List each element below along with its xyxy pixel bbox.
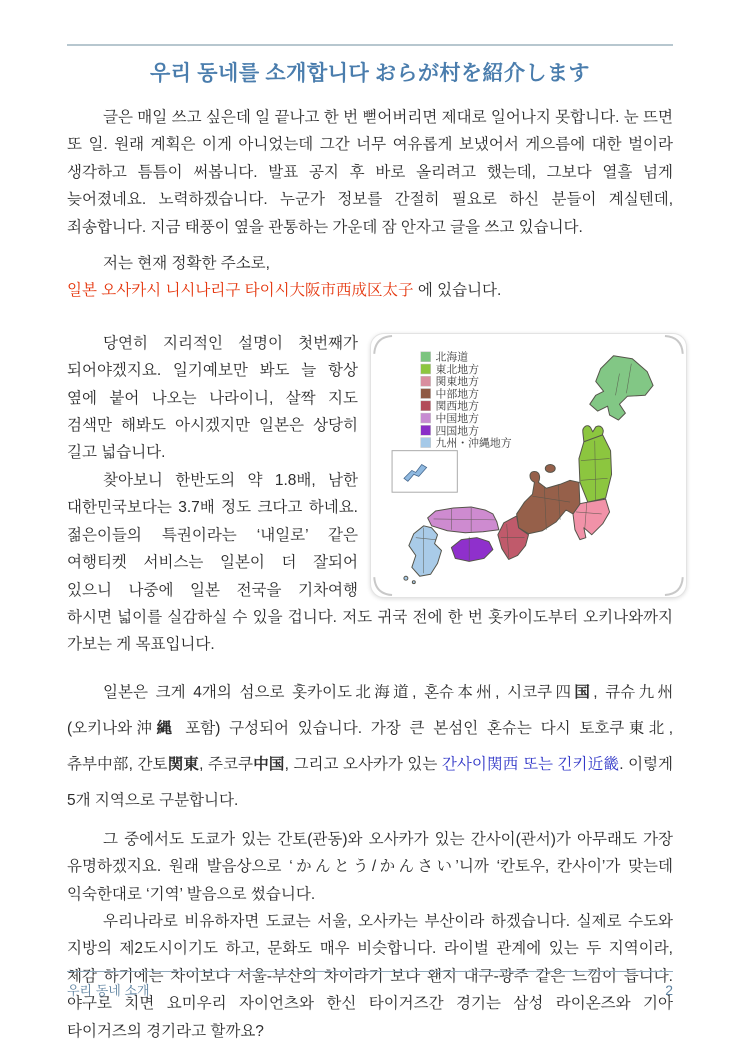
map-section	[67, 330, 673, 659]
legend-swatch	[421, 425, 431, 435]
paragraph-islands: 일본은 크게 4개의 섬으로 홋카이도北海道, 혼슈本州, 시코쿠四国, 큐슈九州(오키나와沖縄 포함) 구성되어 있습니다. 가장 큰 본섬인 혼슈는 다시 토호쿠東北, 츄부中部, 간토関東, 주코쿠中国, 그리고 오사카가 있는 간사이関西 또는 긴키近畿. 이렇게 5개 지역으로 구분합니다.	[67, 683, 673, 809]
page-content	[67, 56, 673, 1045]
legend-label: 九州・沖縄地方	[435, 437, 512, 450]
map-region-kyushu	[409, 526, 442, 576]
kansai-kinki-link[interactable]: 간사이関西 또는 긴키近畿	[441, 755, 620, 773]
map-island-small-1	[404, 576, 408, 580]
map-region-shikoku	[451, 538, 493, 562]
japan-map-svg	[371, 334, 686, 597]
map-island-small-2	[412, 581, 415, 584]
okinawa-inset-box	[392, 451, 457, 493]
paragraph-comparison: 우리나라로 비유하자면 도쿄는 서울, 오사카는 부산이라 하겠습니다. 실제로 수도와 지방의 제2도시이기도 하고, 문화도 매우 비슷합니다. 라이벌 관계에 있는 두 지역이라, 체감 하기에는 차이보다 서울-부산의 차이라기 보다 왠지 대구-광주 같은 느낌이 듭니다. 야구로 치면 요미우리 자이언츠와 한신 타이거즈간 경기는 삼성 라이온즈와 기아 타이거즈의 경기라고 할까요?	[67, 912, 673, 1040]
map-region-chubu	[517, 471, 580, 533]
legend-swatch	[421, 401, 431, 411]
address-line: 저는 현재 정확한 주소로, 일본 오사카시 니시나리구 타이시大阪市西成区太子 에 있습니다.	[67, 255, 502, 300]
page-title: 우리 동네를 소개합니다 おらが村を紹介します	[149, 61, 591, 85]
paragraph-size: 찾아보니 한반도의 약 1.8배, 남한 대한민국보다는 3.7배 정도 크다고 하네요. 젊은이들의 특권이라는 ‘내일로’ 같은 여행티켓 서비스는 일본이 더 잘되어 있으니 나중에 일본 전국을 기차여행 하시면 넓이를 실감하실 수 있을 겁니다. 저도 귀국 전에 한 번 홋카이도부터 오키나와까지 가보는 게 목표입니다.	[67, 471, 673, 654]
japan-map-figure	[370, 333, 687, 598]
paragraph-kanto-kansai: 그 중에서도 도쿄가 있는 간토(관동)와 오사카가 있는 간사이(관서)가 아무래도 가장 유명하겠지요. 원래 발음상으로 ‘かんとう/かんさい’니까 ‘칸토우, 칸사이’가 맞는데 익숙한대로 ‘기역’ 발음으로 썼습니다.	[67, 830, 673, 903]
legend-label: 中国地方	[435, 412, 480, 425]
legend-swatch	[421, 352, 431, 362]
paragraph-geography: 당연히 지리적인 설명이 첫번째가 되어야겠지요. 일기예보만 봐도 늘 항상 옆에 붙어 나오는 나라이니, 살짝 지도 검색만 해봐도 아시겠지만 일본은 상당히 길고 넓습니다.	[67, 334, 358, 462]
legend-label: 東北地方	[435, 363, 480, 376]
legend-label: 北海道	[435, 351, 469, 364]
paragraph-intro: 글은 매일 쓰고 싶은데 일 끝나고 한 번 뻗어버리면 제대로 일어나지 못합니다. 눈 뜨면 또 일. 원래 계획은 이게 아니었는데 그간 너무 여유롭게 보냈어서 게으름에 대한 벌이라 생각하고 틈틈이 써봅니다. 발표 공지 후 바로 올리려고 했는데, 그보다 열흘 넘게 늦어졌네요. 노력하겠습니다. 누군가 정보를 간절히 필요로 하신 분들이 계실텐데, 죄송합니다. 지금 태풍이 옆을 관통하는 가운데 잠 안자고 글을 쓰고 있습니다.	[67, 109, 673, 236]
page-number: 2	[665, 982, 673, 998]
footer-title: 우리 동네 소개	[67, 983, 150, 998]
legend-swatch	[421, 437, 431, 447]
legend-label: 中部地方	[435, 388, 480, 401]
legend-label: 四国地方	[435, 425, 480, 438]
top-rule	[67, 44, 673, 46]
legend-swatch	[421, 388, 431, 398]
map-legend	[421, 350, 512, 450]
legend-swatch	[421, 413, 431, 423]
legend-label: 関東地方	[435, 376, 480, 389]
legend-swatch	[421, 364, 431, 374]
page-footer	[67, 971, 673, 999]
legend-label: 関西地方	[435, 400, 480, 413]
map-island-sado	[545, 464, 555, 472]
map-region-hokkaido	[590, 356, 653, 420]
okinawa-inset	[392, 451, 457, 493]
legend-swatch	[421, 376, 431, 386]
